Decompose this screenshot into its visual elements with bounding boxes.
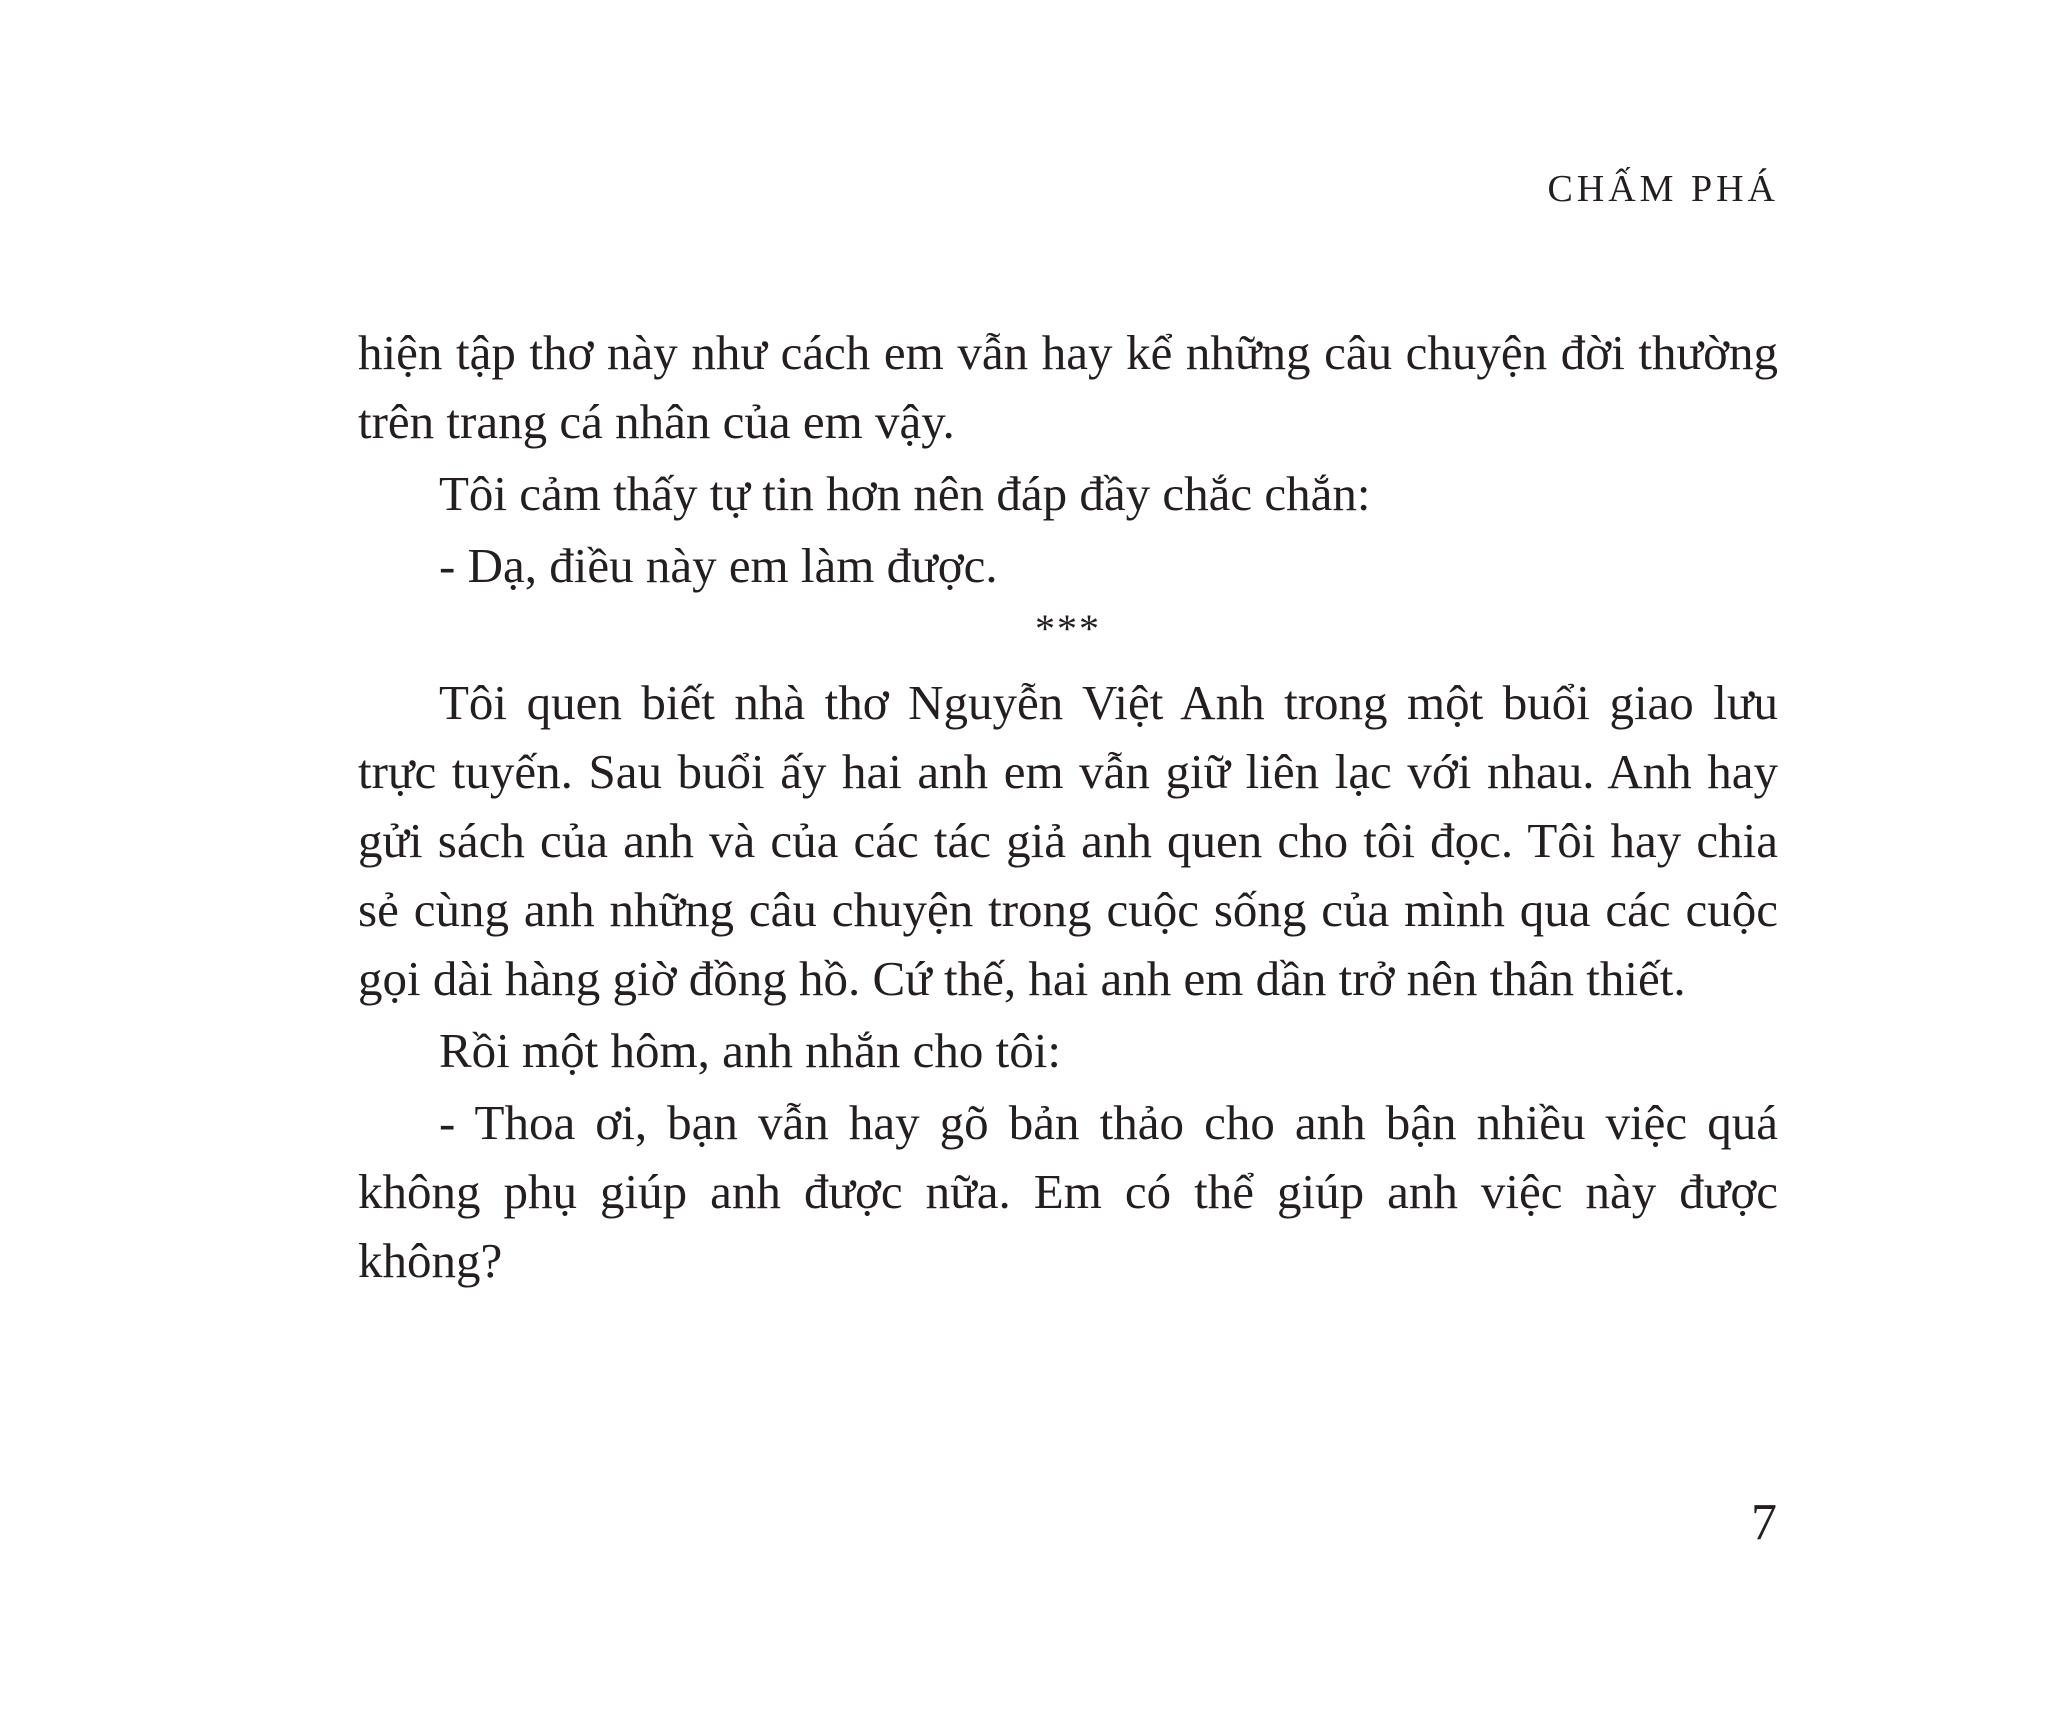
page-number: 7: [1751, 1494, 1777, 1551]
running-header-title: CHẤM PHÁ: [1547, 168, 1779, 210]
paragraph-narration: Tôi quen biết nhà thơ Nguyễn Việt Anh trong một buổi giao lưu trực tuyến. Sau buổi ấy hai anh em vẫn giữ liên lạc với nhau. Anh hay gửi sách của anh và của các tác giả anh quen cho tôi đọc. Tôi hay chia sẻ cùng anh những câu chuyện trong cuộc sống của mình qua các cuộc gọi dài hàng giờ đồng hồ. Cứ thế, hai anh em dần trở nên thân thiết.: [358, 675, 1778, 1006]
section-separator: ***: [1035, 606, 1101, 651]
paragraph-narration: Rồi một hôm, anh nhắn cho tôi:: [439, 1023, 1061, 1078]
paragraph-continuation: hiện tập thơ này như cách em vẫn hay kể những câu chuyện đời thường trên trang cá nhân của em vậy.: [358, 325, 1778, 449]
paragraph-narration: Tôi cảm thấy tự tin hơn nên đáp đầy chắc chắn:: [439, 466, 1371, 521]
body-text: [358, 318, 1778, 1295]
paragraph-dialogue: - Dạ, điều này em làm được.: [439, 538, 998, 593]
paragraph-dialogue: - Thoa ơi, bạn vẫn hay gõ bản thảo cho anh bận nhiều việc quá không phụ giúp anh được nữa. Em có thể giúp anh việc này được không?: [358, 1095, 1778, 1288]
